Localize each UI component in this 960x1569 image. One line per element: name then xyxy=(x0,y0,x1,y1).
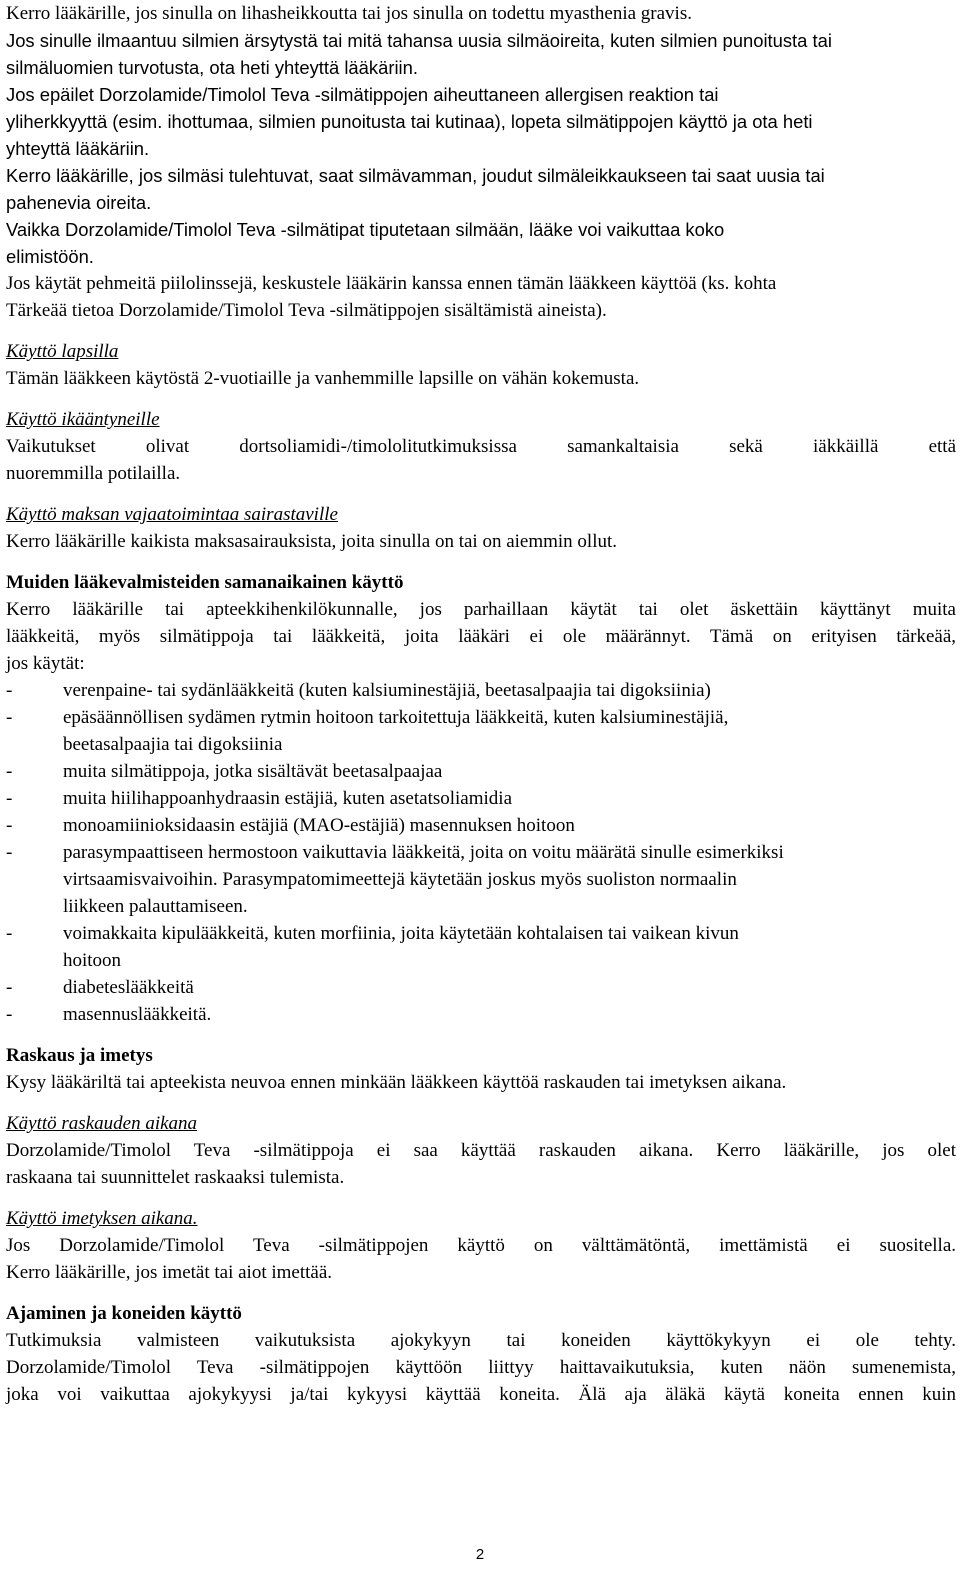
liver-text: Kerro lääkärille kaikista maksasairauksista, joita sinulla on tai on aiemmin ollut. xyxy=(6,531,618,552)
breastfeeding-heading: Käyttö imetyksen aikana. xyxy=(6,1208,198,1229)
list-dash: - xyxy=(6,977,13,998)
concomitant-text-line: jos käytät: xyxy=(6,653,85,674)
pregnancy-text: Kysy lääkäriltä tai apteekista neuvoa ennen minkään lääkkeen käyttöä raskauden tai imetyksen aikana. xyxy=(6,1072,787,1093)
intro-line: Jos epäilet Dorzolamide/Timolol Teva -silmätippojen aiheuttaneen allergisen reaktion tai xyxy=(6,84,719,105)
pregnancy-use-text-line: Dorzolamide/Timolol Teva -silmätippoja ei saa käyttää raskauden aikana. Kerro lääkärille, jos olet xyxy=(6,1140,956,1161)
medication-list-item xyxy=(6,785,956,812)
concomitant-heading: Muiden lääkevalmisteiden samanaikainen käyttö xyxy=(6,572,404,593)
intro-line: silmäluomien turvotusta, ota heti yhteyttä lääkäriin. xyxy=(6,57,418,78)
list-dash: - xyxy=(6,842,13,863)
list-item-line: voimakkaita kipulääkkeitä, kuten morfiinia, joita käytetään kohtalaisen tai vaikean kivun xyxy=(63,923,739,944)
intro-section xyxy=(6,0,956,324)
medication-list-item xyxy=(6,677,956,704)
liver-section xyxy=(6,501,956,555)
list-dash: - xyxy=(6,761,13,782)
list-dash: - xyxy=(6,815,13,836)
intro-line: Vaikka Dorzolamide/Timolol Teva -silmätipat tiputetaan silmään, lääke voi vaikuttaa koko xyxy=(6,219,725,240)
list-dash: - xyxy=(6,1004,13,1025)
concomitant-section xyxy=(6,569,956,1028)
breastfeeding-text-line: Jos Dorzolamide/Timolol Teva -silmätippojen käyttö on välttämätöntä, imettämistä ei suositella. xyxy=(6,1235,956,1256)
children-text: Tämän lääkkeen käytöstä 2-vuotiaille ja vanhemmille lapsille on vähän kokemusta. xyxy=(6,368,640,389)
list-dash: - xyxy=(6,923,13,944)
intro-line: yliherkkyyttä (esim. ihottumaa, silmien punoitusta tai kutinaa), lopeta silmätippojen käyttö ja ota heti xyxy=(6,111,813,132)
intro-line: pahenevia oireita. xyxy=(6,192,152,213)
page-number: 2 xyxy=(475,1546,485,1563)
medication-list-item xyxy=(6,704,956,758)
intro-line: yhteyttä lääkäriin. xyxy=(6,138,150,159)
medication-list-item xyxy=(6,839,956,920)
list-item-line: diabeteslääkkeitä xyxy=(63,977,194,998)
elderly-section xyxy=(6,406,956,487)
elderly-text-line: Vaikutukset olivat dortsoliamidi-/timololitutkimuksissa samankaltaisia sekä iäkkäillä että xyxy=(6,436,956,457)
list-item-line: muita hiilihappoanhydraasin estäjiä, kuten asetatsoliamidia xyxy=(63,788,513,809)
intro-line: Kerro lääkärille, jos sinulla on lihasheikkoutta tai jos sinulla on todettu myasthenia gravis. xyxy=(6,3,692,24)
driving-text-line: Dorzolamide/Timolol Teva -silmätippojen käyttöön liittyy haittavaikutuksia, kuten näön sumenemista, xyxy=(6,1357,956,1378)
list-item-line: beetasalpaajia tai digoksiinia xyxy=(63,734,283,755)
list-dash: - xyxy=(6,707,13,728)
medication-list-item xyxy=(6,974,956,1001)
list-item-line: epäsäännöllisen sydämen rytmin hoitoon tarkoitettuja lääkkeitä, kuten kalsiuminestäjiä, xyxy=(63,707,729,728)
medication-list-item xyxy=(6,1001,956,1028)
pregnancy-use-text-line: raskaana tai suunnittelet raskaaksi tulemista. xyxy=(6,1167,345,1188)
medication-list-item xyxy=(6,812,956,839)
concomitant-text-line: lääkkeitä, myös silmätippoja tai lääkkeitä, joita lääkäri ei ole määrännyt. Tämä on erityisen tärkeää, xyxy=(6,626,956,647)
intro-line: Jos sinulle ilmaantuu silmien ärsytystä tai mitä tahansa uusia silmäoireita, kuten silmien punoitusta tai xyxy=(6,30,832,51)
concomitant-text-line: Kerro lääkärille tai apteekkihenkilökunnalle, jos parhaillaan käytät tai olet äskettäin käyttänyt muita xyxy=(6,599,956,620)
list-item-line: liikkeen palauttamiseen. xyxy=(63,896,248,917)
medication-list-item xyxy=(6,920,956,974)
children-heading: Käyttö lapsilla xyxy=(6,341,119,362)
driving-heading: Ajaminen ja koneiden käyttö xyxy=(6,1303,242,1324)
medication-list xyxy=(6,677,956,1028)
elderly-text-line: nuoremmilla potilailla. xyxy=(6,463,181,484)
intro-line: Tärkeää tietoa Dorzolamide/Timolol Teva -silmätippojen sisältämistä aineista). xyxy=(6,300,607,321)
list-item-line: muita silmätippoja, jotka sisältävät beetasalpaajaa xyxy=(63,761,443,782)
list-item-line: virtsaamisvaivoihin. Parasympatomimeettejä käytetään joskus myös suoliston normaalin xyxy=(63,869,737,890)
list-dash: - xyxy=(6,680,13,701)
list-item-line: hoitoon xyxy=(63,950,122,971)
list-item-line: verenpaine- tai sydänlääkkeitä (kuten kalsiuminestäjiä, beetasalpaajia tai digoksiinia) xyxy=(63,680,711,701)
intro-line: Jos käytät pehmeitä piilolinssejä, keskustele lääkärin kanssa ennen tämän lääkkeen käyttöä (ks. kohta xyxy=(6,273,777,294)
driving-section xyxy=(6,1300,956,1408)
pregnancy-section xyxy=(6,1042,956,1286)
driving-text-line: Tutkimuksia valmisteen vaikutuksista ajokykyyn tai koneiden käyttökykyyn ei ole tehty. xyxy=(6,1330,956,1351)
pregnancy-heading: Raskaus ja imetys xyxy=(6,1045,153,1066)
pregnancy-use-heading: Käyttö raskauden aikana xyxy=(6,1113,198,1134)
elderly-heading: Käyttö ikääntyneille xyxy=(6,409,160,430)
intro-line: elimistöön. xyxy=(6,246,94,267)
document-page xyxy=(6,0,956,1408)
children-section xyxy=(6,338,956,392)
list-item-line: parasympaattiseen hermostoon vaikuttavia lääkkeitä, joita on voitu määrätä sinulle esimerkiksi xyxy=(63,842,784,863)
liver-heading: Käyttö maksan vajaatoimintaa sairastaville xyxy=(6,504,338,525)
list-dash: - xyxy=(6,788,13,809)
breastfeeding-text-line: Kerro lääkärille, jos imetät tai aiot imettää. xyxy=(6,1262,333,1283)
intro-line: Kerro lääkärille, jos silmäsi tulehtuvat, saat silmävamman, joudut silmäleikkaukseen tai saat uusia tai xyxy=(6,165,825,186)
list-item-line: masennuslääkkeitä. xyxy=(63,1004,212,1025)
driving-text-line: joka voi vaikuttaa ajokykyysi ja/tai kykyysi käyttää koneita. Älä aja äläkä käytä koneita ennen kuin xyxy=(6,1384,956,1405)
medication-list-item xyxy=(6,758,956,785)
list-item-line: monoamiinioksidaasin estäjiä (MAO-estäjiä) masennuksen hoitoon xyxy=(63,815,575,836)
